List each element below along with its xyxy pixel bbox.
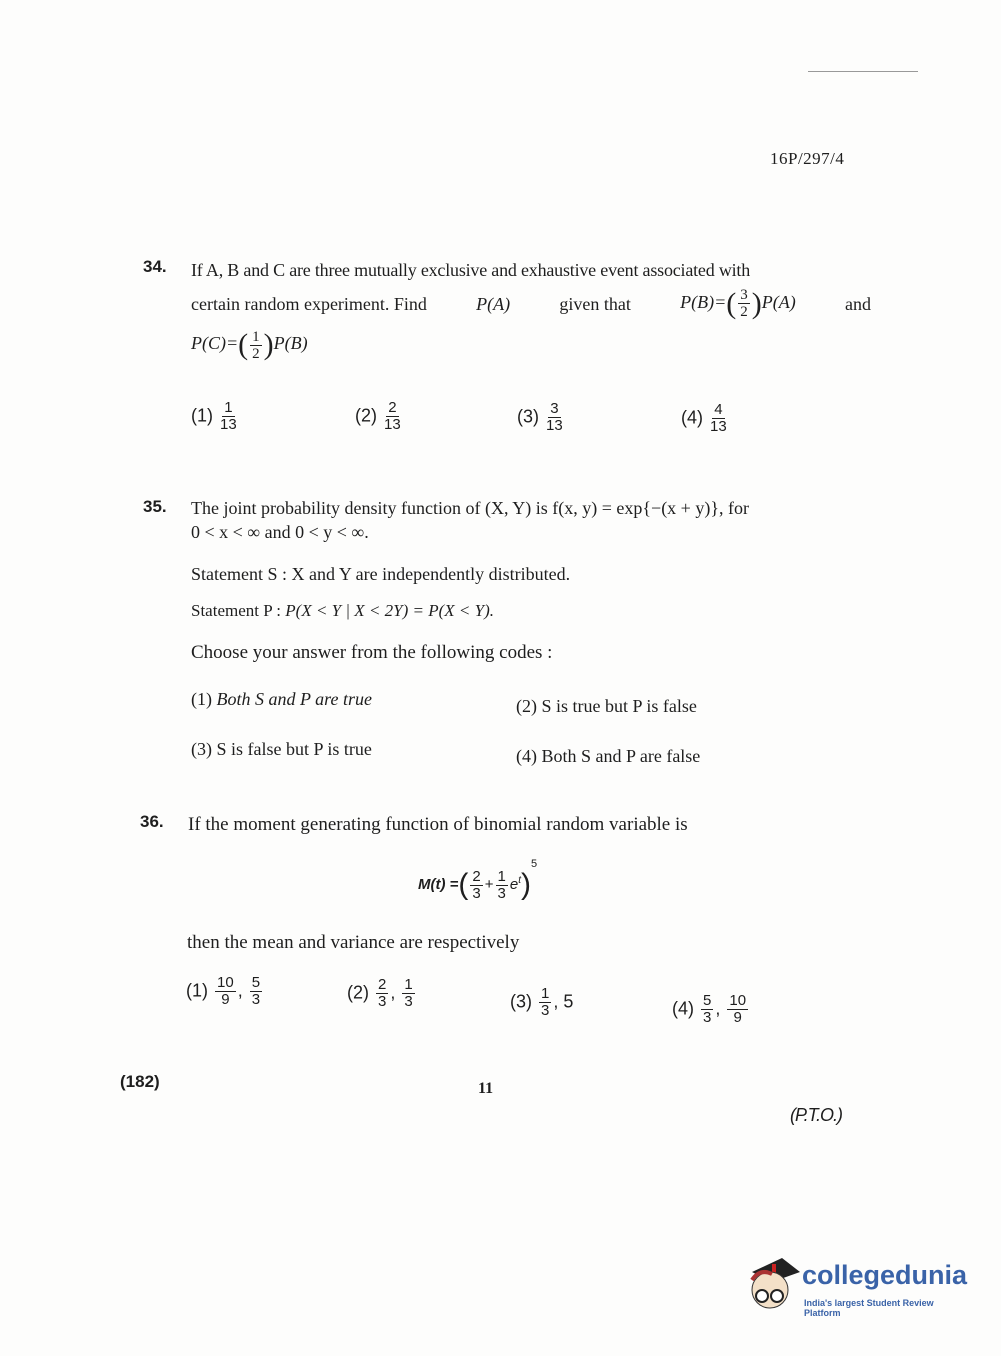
math: P(A)	[476, 293, 511, 314]
question-35-text	[191, 496, 871, 544]
q36-option-4[interactable]: (4) $\frac{5}{3}$ , $\frac{10}{9}$	[672, 992, 747, 1026]
logo-text: collegedunia	[802, 1260, 968, 1290]
question-number: 36.	[140, 812, 164, 831]
mascot-icon	[742, 1250, 802, 1320]
math: P(C)=	[191, 333, 239, 354]
text: and	[844, 293, 871, 314]
question-34-text: If A, B and C are three mutually exclusive and exhaustive event associated with certain random experiment. Find P(A) given that P(B)=( $\frac{3}{2}$ )P(A) and P(C)=( $\frac{1}{2}$ )P(B)	[191, 255, 871, 362]
mgf-equation: M(t) =( $\frac{2}{3}$ + $\frac{1}{3}$ $e^t)^5$	[418, 858, 538, 902]
page-number: 11	[478, 1080, 494, 1097]
q35-option-1[interactable]: (1) Both S and P are true	[191, 689, 372, 709]
q34-line2: certain random experiment. Find	[191, 293, 427, 314]
q34-option-3[interactable]: (3) $\frac{3}{13}$	[517, 400, 563, 434]
q35-option-3[interactable]: (3) S is false but P is true	[191, 739, 372, 759]
q34-line1: If A, B and C are three mutually exclusive and exhaustive event associated with	[191, 260, 751, 280]
statement-s: Statement S : X and Y are independently distributed.	[191, 564, 571, 584]
q36-line2: then the mean and variance are respectively	[187, 932, 520, 953]
paper-code: 16P/297/4	[770, 149, 845, 168]
q35-option-4[interactable]: (4) Both S and P are false	[516, 746, 701, 766]
math: P(B)=	[680, 292, 727, 312]
question-number: 35.	[143, 497, 167, 516]
q36-option-3[interactable]: (3) $\frac{1}{3}$ , 5	[510, 985, 574, 1019]
fraction: $\frac{1}{2}$	[252, 328, 260, 362]
q35-line2: 0 < x < ∞ and 0 < y < ∞.	[191, 522, 369, 542]
q35-line1: The joint probability density function of (X, Y) is f(x, y) = exp{−(x + y)}, for	[191, 498, 749, 518]
q34-option-2[interactable]: (2) $\frac{2}{13}$	[355, 399, 401, 433]
set-number: (182)	[120, 1072, 160, 1091]
text: given that	[559, 293, 631, 314]
collegedunia-logo	[742, 1250, 972, 1320]
statement-p: Statement P : P(X < Y | X < 2Y) = P(X < Y).	[191, 601, 495, 620]
q35-option-2[interactable]: (2) S is true but P is false	[516, 696, 697, 716]
q36-option-2[interactable]: (2) $\frac{2}{3}$ , $\frac{1}{3}$	[347, 976, 413, 1010]
q36-option-1[interactable]: (1) $\frac{10}{9}$ , $\frac{5}{3}$	[186, 974, 261, 1008]
instructions: Choose your answer from the following codes :	[191, 642, 553, 663]
question-number: 34.	[143, 257, 167, 276]
math: P(B)	[273, 333, 308, 354]
q34-option-4[interactable]: (4) $\frac{4}{13}$	[681, 401, 727, 435]
fraction: $\frac{3}{2}$	[740, 287, 748, 321]
q36-line1: If the moment generating function of binomial random variable is	[188, 814, 688, 835]
q34-option-1[interactable]: (1) $\frac{1}{13}$	[191, 399, 237, 433]
math: P(A)	[761, 292, 796, 312]
top-rule	[808, 71, 918, 72]
logo-tagline: India's largest Student Review Platform	[804, 1298, 934, 1318]
pto-label: (P.T.O.)	[790, 1105, 843, 1125]
